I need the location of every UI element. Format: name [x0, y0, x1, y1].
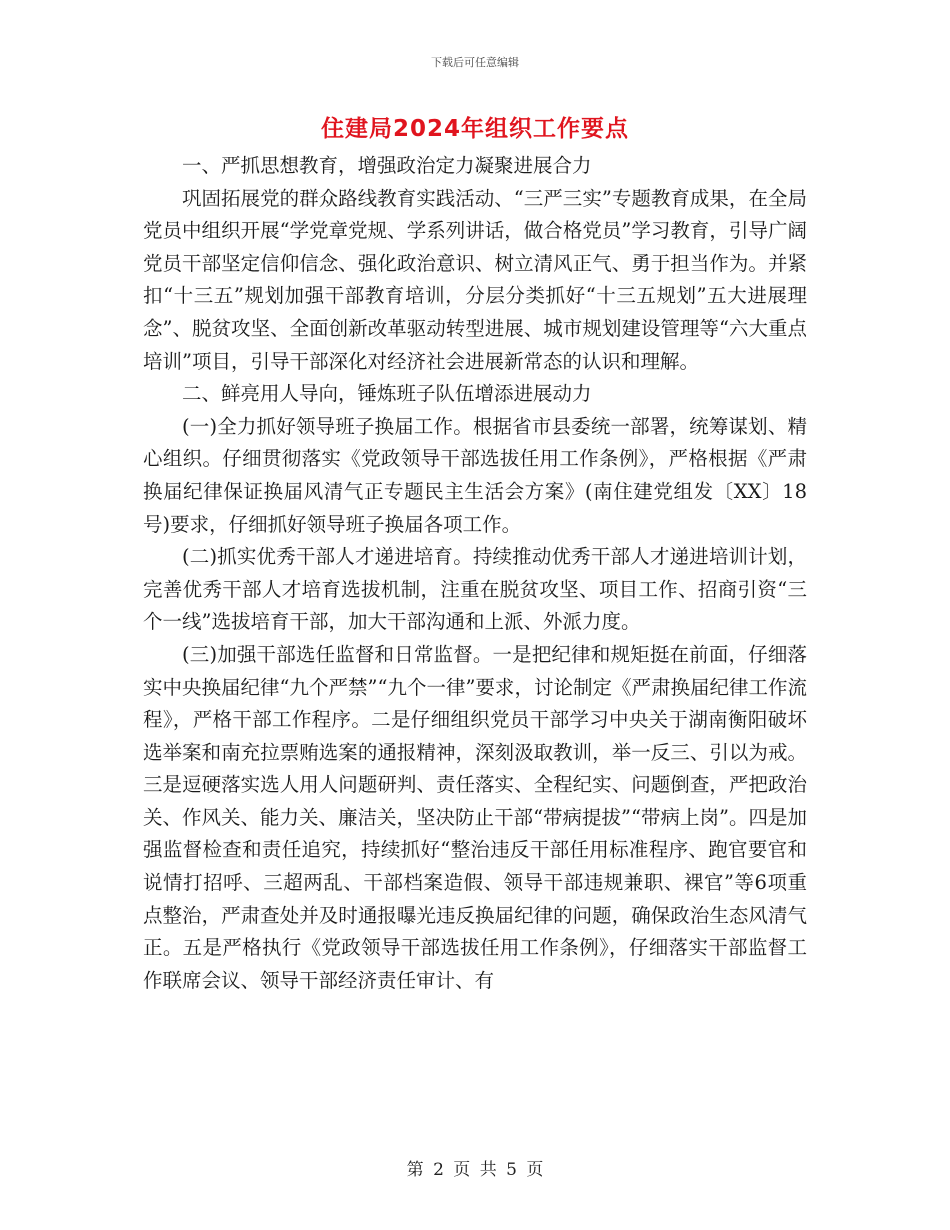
document-title: 住建局2024年组织工作要点 [320, 116, 629, 142]
page-number: 第 2 页 共 5 页 [406, 1160, 544, 1180]
section-heading: 一、严抓思想教育，增强政治定力凝聚进展合力 [182, 154, 592, 177]
document-body [143, 150, 807, 997]
paragraph: 巩固拓展党的群众路线教育实践活动、“三严三实”专题教育成果，在全局党员中组织开展“学党章党规、学系列讲话，做合格党员”学习教育，引导广阔党员干部坚定信仰信念、强化政治意识、树立清风正气、勇于担当作为。并紧扣“十三五”规划加强干部教育培训，分层分类抓好“十三五规划”五大进展理念”、脱贫攻坚、全面创新改革驱动转型进展、城市规划建设管理等“六大重点培训”项目，引导干部深化对经济社会进展新常态的认识和理解。 [143, 186, 807, 373]
paragraph: (二)抓实优秀干部人才递进培育。持续推动优秀干部人才递进培训计划，完善优秀干部人才培育选拔机制，注重在脱贫攻坚、项目工作、招商引资“三个一线”选拔培育干部，加大干部沟通和上派、外派力度。 [143, 545, 807, 634]
header-note: 下载后可任意编辑 [431, 56, 519, 69]
paragraph: (一)全力抓好领导班子换届工作。根据省市县委统一部署，统筹谋划、精心组织。仔细贯彻落实《党政领导干部选拔任用工作条例》，严格根据《严肃换届纪律保证换届风清气正专题民主生活会方案》(南住建党组发〔XX〕18号)要求，仔细抓好领导班子换届各项工作。 [143, 414, 807, 536]
section-heading: 二、鲜亮用人导向，锤炼班子队伍增添进展动力 [182, 382, 592, 406]
paragraph: (三)加强干部选任监督和日常监督。一是把纪律和规矩挺在前面，仔细落实中央换届纪律“九个严禁”“九个一律”要求，讨论制定《严肃换届纪律工作流程》，严格干部工作程序。二是仔细组织党员干部学习中央关于湖南衡阳破坏选举案和南充拉票贿选案的通报精神，深刻汲取教训，举一反三、引以为戒。三是逗硬落实选人用人问题研判、责任落实、全程纪实、问题倒查，严把政治关、作风关、能力关、廉洁关，坚决防止干部“带病提拔”“带病上岗”。四是加强监督检查和责任追究，持续抓好“整治违反干部任用标准程序、跑官要官和说情打招呼、三超两乱、干部档案造假、领导干部违规兼职、裸官”等6项重点整治，严肃查处并及时通报曝光违反换届纪律的问题，确保政治生态风清气正。五是严格执行《党政领导干部选拔任用工作条例》，仔细落实干部监督工作联席会议、领导干部经济责任审计、有 [143, 642, 807, 992]
